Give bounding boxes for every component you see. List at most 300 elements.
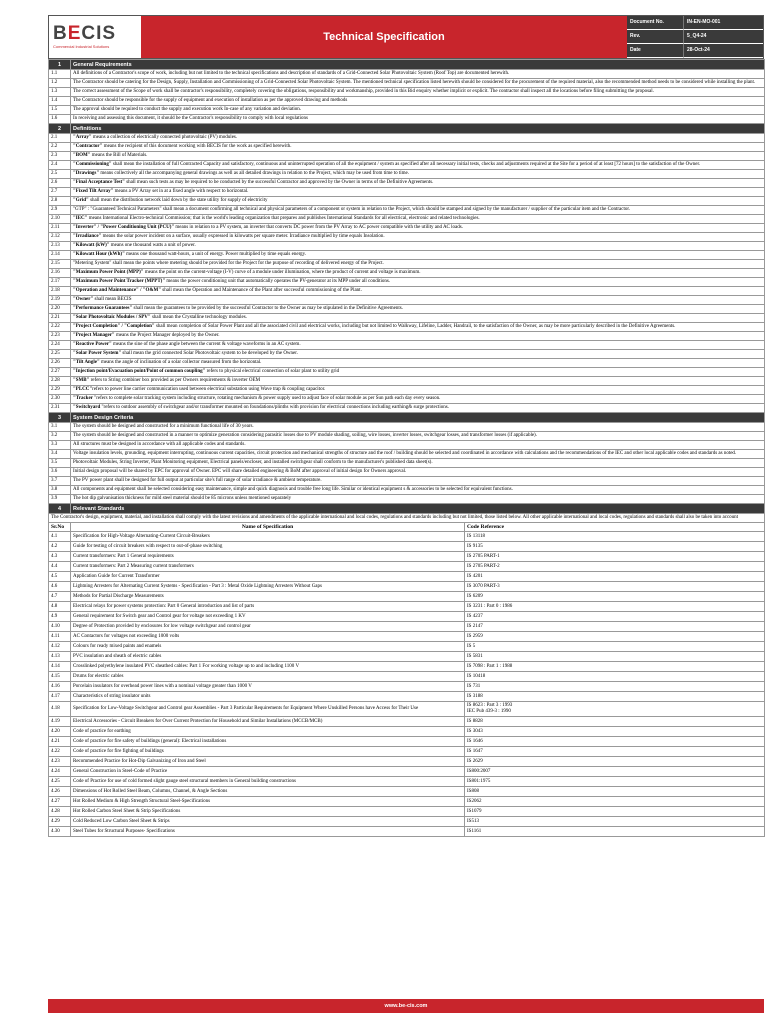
clause-row	[49, 350, 765, 359]
clause-body: shall mean the grid connected Solar Photovoltaic system to be developed by the Owner.	[121, 351, 298, 356]
standard-code: IS 2629	[465, 757, 765, 767]
clause-body: refers to power line carrier communication used between electrical substation using Wave trap & coupling capacitor.	[92, 387, 326, 392]
clause-number: 3.8	[49, 486, 71, 495]
clause-row	[49, 79, 765, 88]
clause-body: The system should be designed and constructed for a minimum functional life of 30 years.	[73, 424, 254, 429]
standard-name: Electrical relays for power systems protection: Part 0 General introduction and list of parts	[71, 602, 465, 612]
clause-body: shall mean completion of Solar Power Plant and all the associated civil and electrical works, including but not limited to Walkway, Lifeline, Ladder, Handrail, to the satisfaction of the Owner, as may be more particularly described in the Definitive Agreements.	[154, 324, 676, 329]
standard-number: 4.25	[49, 777, 71, 787]
clause-text	[71, 197, 765, 206]
clause-row	[49, 278, 765, 287]
section-number: 4	[49, 504, 71, 514]
term: "Kilowatt Hour (kWh)"	[73, 252, 125, 257]
clause-body: All components and equipment shall be selected considering easy maintenance, simple and quick diagnosis and trouble free long life. Similar or identical equipment s & accessories to be selected for equivalent functions.	[73, 487, 513, 492]
clause-row	[49, 179, 765, 188]
clause-body: means a PV Array set in at a fixed angle with respect to horizontal.	[113, 189, 249, 194]
section-header	[49, 504, 765, 514]
clause-number: 2.24	[49, 341, 71, 350]
clause-number: 3.5	[49, 459, 71, 468]
standard-name: Hot Rolled Carbon Steel Sheet & Strip Specifications	[71, 807, 465, 817]
meta-key: Rev.	[627, 30, 683, 44]
clause-body: shall mean the Crystalline technology modules.	[150, 315, 247, 320]
clause-row	[49, 233, 765, 242]
standard-code: IS 4201	[465, 572, 765, 582]
clause-text	[71, 404, 765, 413]
standard-row	[49, 777, 765, 787]
standard-number: 4.10	[49, 622, 71, 632]
clause-text	[71, 233, 765, 242]
standard-row	[49, 747, 765, 757]
standard-number: 4.27	[49, 797, 71, 807]
col-code-ref: Code Reference	[465, 523, 765, 532]
standard-name: Code of practice for fire safety of buildings (general): Electrical installations	[71, 737, 465, 747]
clause-text	[71, 486, 765, 495]
clause-number: 3.3	[49, 441, 71, 450]
standard-name: Lightning Arresters for Alternating Current Systems - Specification - Part 3 : Metal Oxide Lightning Arresters Without Gaps	[71, 582, 465, 592]
clause-number: 1.2	[49, 79, 71, 88]
clause-number: 2.20	[49, 305, 71, 314]
clause-number: 1.3	[49, 88, 71, 97]
standard-code: IS808	[465, 787, 765, 797]
term: "Project Manager"	[73, 333, 115, 338]
clause-body: means the solar power incident on a surface, usually expressed in kilowatts per square meter. Irradiance multiplied by time equals Insolation.	[101, 234, 385, 239]
term: "Drawings"	[73, 171, 100, 176]
clause-row	[49, 377, 765, 386]
standard-row	[49, 652, 765, 662]
clause-text	[71, 350, 765, 359]
term: "Maximum Power Point (MPP)"	[73, 270, 144, 275]
standard-code: IS 5831	[465, 652, 765, 662]
standard-code: IS 8623 : Part 3 : 1993 IEC Pub 439-3 : 1990	[465, 702, 765, 717]
standard-code: IS 7098 : Part 1 : 1988	[465, 662, 765, 672]
section-title: General Requirements	[71, 60, 765, 70]
term: "BOM"	[73, 153, 91, 158]
standard-number: 4.13	[49, 652, 71, 662]
standard-name: Cold Reduced Low Carbon Steel Sheet & Strips	[71, 817, 465, 827]
standard-number: 4.17	[49, 692, 71, 702]
term: "Switchyard	[73, 405, 101, 410]
clause-body: shall mean the Operation and Maintenance of the Plant after successful commissioning of the Plant.	[161, 288, 362, 293]
standard-code: IS1079	[465, 807, 765, 817]
clause-number: 2.7	[49, 188, 71, 197]
standard-number: 4.7	[49, 592, 71, 602]
logo-tagline: Commercial Industrial Solutions	[53, 44, 110, 49]
standard-number: 4.11	[49, 632, 71, 642]
standard-name: Electrical Accessories - Circuit Breakers for Over Current Protection for Household and Similar Installations (MCCB/MCB)	[71, 717, 465, 727]
clause-number: 2.3	[49, 152, 71, 161]
term: "Solar Power System"	[73, 351, 122, 356]
clause-body: means International Electro-technical Commission; that is the world's leading organization that prepares and publishes International Standards for all electrical, electronic and related technologies.	[87, 216, 480, 221]
clause-text	[71, 251, 765, 260]
clause-text	[71, 386, 765, 395]
term: "Grid"	[73, 198, 89, 203]
standard-code: IS 2147	[465, 622, 765, 632]
standard-row	[49, 767, 765, 777]
standards-intro	[49, 514, 765, 523]
standard-name: Characteristics of string insulator units	[71, 692, 465, 702]
clause-body: The hot dip galvanisation thickness for mild steel material should be 85 microns unless mentioned separately	[73, 496, 292, 501]
clause-row	[49, 106, 765, 115]
meta-key: Document No.	[627, 16, 683, 30]
clause-body: means collectively all the accompanying general drawings as well as all detailed drawings in relation to the Project, which may be used from time to time.	[99, 171, 410, 176]
standard-code: IS1161	[465, 827, 765, 837]
spec-table	[48, 59, 765, 837]
clause-number: 2.21	[49, 314, 71, 323]
clause-number: 2.8	[49, 197, 71, 206]
section-header	[49, 413, 765, 423]
clause-body: refers to physical electrical connection of solar plant to utility grid	[205, 369, 340, 374]
clause-row	[49, 188, 765, 197]
standard-row	[49, 787, 765, 797]
standard-row	[49, 572, 765, 582]
clause-row	[49, 143, 765, 152]
clause-number: 2.11	[49, 224, 71, 233]
clause-body: The PV power plant shall be designed for full output at particular site's full range of solar irradiance & ambient temperature.	[73, 478, 322, 483]
clause-number: 2.10	[49, 215, 71, 224]
clause-body: The correct assessment of the Scope of work shall be contractor's responsibility, completely covering the obligations, responsibility and workmanship, provided in this Bid enquiry whether implicit or explicit. The contractor shall inspect all the locations before filing submitting the proposal.	[73, 89, 654, 94]
clause-text	[71, 224, 765, 233]
standard-number: 4.30	[49, 827, 71, 837]
standard-name: Specification for High-Voltage Alternating-Current Circuit-Breakers	[71, 532, 465, 542]
clause-text	[71, 106, 765, 115]
document-meta	[627, 16, 763, 58]
meta-row	[627, 16, 763, 30]
standard-code: IS 8828	[465, 717, 765, 727]
standard-row	[49, 727, 765, 737]
standard-code: IS 2705 PART-1	[465, 552, 765, 562]
clause-row	[49, 305, 765, 314]
standard-number: 4.12	[49, 642, 71, 652]
clause-number: 3.1	[49, 423, 71, 432]
clause-row	[49, 441, 765, 450]
clause-row	[49, 495, 765, 504]
clause-body: All definitions of a Contractor's scope of work, including but not limited to the technical specifications and description of standards of a Grid-Connected Solar Photovoltaic System (Roof Top) are documented herewith.	[73, 71, 510, 76]
standard-row	[49, 757, 765, 767]
clause-row	[49, 323, 765, 332]
clause-row	[49, 88, 765, 97]
clause-number: 3.4	[49, 450, 71, 459]
standard-number: 4.3	[49, 552, 71, 562]
clause-row	[49, 269, 765, 278]
clause-number: 2.26	[49, 359, 71, 368]
standard-name: Current transformers: Part 1 General requirements	[71, 552, 465, 562]
section-number: 3	[49, 413, 71, 423]
clause-body: shall mean BECIS	[93, 297, 132, 302]
clause-text	[71, 287, 765, 296]
standard-name: Current transformers: Part 2 Measuring current transformers	[71, 562, 465, 572]
clause-row	[49, 242, 765, 251]
clause-body: means the point on the current-voltage (I-V) curve of a module under illumination, where the product of current and voltage is maximum.	[143, 270, 421, 275]
clause-text	[71, 206, 765, 215]
standard-row	[49, 612, 765, 622]
clause-text	[71, 215, 765, 224]
standard-code: IS2062	[465, 797, 765, 807]
clause-body: shall mean the installation of full Contracted Capacity and satisfactory, continuous and uninterrupted operation of all the equipment / system as specified after all necessary initial tests, checks and adjustments required at the Site for a period of at least [72 hours] to the satisfaction of the Owner.	[111, 162, 701, 167]
standard-code: IS 3231 : Part 0 : 1986	[465, 602, 765, 612]
standard-code: IS 5	[465, 642, 765, 652]
clause-body: The system should be designed and constructed in a manner to optimize generation considering parasitic losses due to PV module shading, soiling, wire losses, inverter losses, switchgear losses, and transformer losses (if applicable).	[73, 433, 537, 438]
clause-row	[49, 486, 765, 495]
clause-body: All structures must be designed in accordance with all applicable codes and standards.	[73, 442, 246, 447]
clause-text	[71, 242, 765, 251]
clause-number: 2.27	[49, 368, 71, 377]
section-number: 1	[49, 60, 71, 70]
standard-code: IS513	[465, 817, 765, 827]
term: "Commissioning"	[73, 162, 112, 167]
standard-number: 4.23	[49, 757, 71, 767]
clause-text	[71, 441, 765, 450]
clause-row	[49, 287, 765, 296]
clause-text	[71, 359, 765, 368]
standard-row	[49, 542, 765, 552]
standard-code: IS 10418	[465, 672, 765, 682]
standard-name: PVC insulation and sheath of electric cables	[71, 652, 465, 662]
clause-number: 2.29	[49, 386, 71, 395]
clause-row	[49, 97, 765, 106]
meta-value: IN-EN-MO-001	[683, 16, 763, 30]
standard-name: Guide for testing of circuit breakers with respect to out-of-phase switching	[71, 542, 465, 552]
term: "Solar Photovoltaic Modules / SPV"	[73, 315, 151, 320]
clause-number: 2.1	[49, 134, 71, 143]
clause-number: 2.13	[49, 242, 71, 251]
clause-text	[71, 260, 765, 269]
standard-name: Hot Rolled Medium & High Strength Structural Steel-Specifications	[71, 797, 465, 807]
clause-row	[49, 359, 765, 368]
clause-body: The approval should be required to conduct the supply and execution work In-case of any variation and deviation.	[73, 107, 301, 112]
clause-body: The Contractor should be catering for the Design, Supply, Installation and Commissioning of a Grid-Connected Solar Photovoltaic System. The mentioned technical specification listed herewith should be considered for the procurement of the required material, also the recommended method needs to be considered while installing the plant.	[73, 80, 756, 85]
standard-name: General requirement for Switch gear and Control gear for voltage not exceeding 1 KV	[71, 612, 465, 622]
standard-name: Application Guide for Current Transformer	[71, 572, 465, 582]
clause-row	[49, 161, 765, 170]
clause-body: Voltage insulation levels, grounding, equipment interrupting, continuous current capacities, circuit protection and mechanical strengths of structure and the roof / building should be selected and coordinated in accordance with calculations and the recommendations of the IEC and other local applicable codes and standards as noted.	[73, 451, 737, 456]
clause-number: 3.7	[49, 477, 71, 486]
standard-name: Recommended Practice for Hot-Dip Galvanizing of Iron and Steel	[71, 757, 465, 767]
clause-number: 2.22	[49, 323, 71, 332]
meta-value: 28-Oct-24	[683, 44, 763, 58]
clause-text	[71, 377, 765, 386]
standard-row	[49, 562, 765, 572]
standard-name: Code of practice for fire fighting of buildings	[71, 747, 465, 757]
term: "Final Acceptance Test"	[73, 180, 125, 185]
clause-body: "refers to outdoor assembly of switchgear and/or transformer mounted on foundations/plinths with provision for electrical connections including earthing& surge protections.	[100, 405, 449, 410]
clause-text	[71, 450, 765, 459]
standard-code: IS 731	[465, 682, 765, 692]
clause-number: 1.4	[49, 97, 71, 106]
clause-text	[71, 341, 765, 350]
standard-row	[49, 817, 765, 827]
term: "Owner"	[73, 297, 94, 302]
clause-text	[71, 305, 765, 314]
standard-code: IS 9135	[465, 542, 765, 552]
standard-name: Degree of Protection provided by enclosures for low voltage switchgear and control gear	[71, 622, 465, 632]
standard-number: 4.6	[49, 582, 71, 592]
standard-code: IS801:1975	[465, 777, 765, 787]
col-sr-no: Sr.No	[49, 523, 71, 532]
standard-number: 4.8	[49, 602, 71, 612]
clause-text	[71, 152, 765, 161]
term: "Tilt Angle"	[73, 360, 100, 365]
clause-number: 2.12	[49, 233, 71, 242]
standard-name: Dimensions of Hot Rolled Steel Beam, Columns, Channel, & Angle Sections	[71, 787, 465, 797]
clause-body: "refers to complete solar tracking system including structure, rotating mechanism & power supply used to adjust face of solar module as per Sun path each day every season.	[92, 396, 441, 401]
footer-url[interactable]: www.be-cis.com	[48, 999, 764, 1013]
col-spec-name: Name of Specification	[71, 523, 465, 532]
clause-body: "Metering System" shall mean the points where metering should be provided for the Project for the purpose of recording of delivered energy of the Project.	[73, 261, 384, 266]
clause-number: 3.9	[49, 495, 71, 504]
standard-code: IS 3070 PART-3	[465, 582, 765, 592]
clause-text	[71, 368, 765, 377]
clause-body: Photovoltaic Modules, String Inverter, Plant Monitoring equipment, Electrical panels/encloser, and installed switchgear shall conform to the manufacturer's published data sheet(s).	[73, 460, 433, 465]
clause-body: The Contractor should be responsible for the supply of equipment and execution of installation as per the approved drawing and methods	[73, 98, 348, 103]
standard-name: Drums for electric cables	[71, 672, 465, 682]
clause-body: means the sine of the phase angle between the current & voltage waveforms in an AC system.	[111, 342, 301, 347]
standard-number: 4.29	[49, 817, 71, 827]
clause-number: 3.2	[49, 432, 71, 441]
section-title: System Design Criteria	[71, 413, 765, 423]
clause-body: means one thousand watt-hours, a unit of energy. Power multiplied by time equals energy.	[124, 252, 307, 257]
standard-name: Specification for Low-Voltage Switchgear and Control gear Assemblies - Part 3 Particular Requirements for Equipment Where Unskilled Persons have Access for Their Use	[71, 702, 465, 717]
term: "Performance Guarantees"	[73, 306, 133, 311]
standard-number: 4.1	[49, 532, 71, 542]
clause-row	[49, 170, 765, 179]
standard-row	[49, 632, 765, 642]
clause-row	[49, 197, 765, 206]
standard-row	[49, 592, 765, 602]
clause-number: 2.19	[49, 296, 71, 305]
standard-number: 4.28	[49, 807, 71, 817]
term: "Injection point/Evacuation point/Point of common coupling"	[73, 369, 206, 374]
term: "Reactive Power"	[73, 342, 112, 347]
standard-row	[49, 807, 765, 817]
clause-number: 2.30	[49, 395, 71, 404]
clause-row	[49, 468, 765, 477]
clause-text	[71, 188, 765, 197]
intro-text: The Contractor's design, equipment, material, and installation shall comply with the latest revisions and amendments of the applicable international and local codes, regulations and standards including but not limited, those listed below. All other applicable international and local codes, regulations and standards shall also be taken into account	[49, 514, 765, 523]
standard-row	[49, 682, 765, 692]
clause-text	[71, 395, 765, 404]
clause-text	[71, 323, 765, 332]
standard-row	[49, 602, 765, 612]
clause-body: "GTP" : "Guaranteed Technical Parameters" shall mean a document confirming all technical and physical parameters of a component or system in relation to the Project, which should be stamped and signed by the manufacturer / supplier of the particular item and the Contractor.	[73, 207, 630, 212]
section-number: 2	[49, 124, 71, 134]
clause-row	[49, 332, 765, 341]
standard-row	[49, 797, 765, 807]
standard-row	[49, 737, 765, 747]
clause-number: 2.28	[49, 377, 71, 386]
clause-body: means the Project Manager deployed by the Owner.	[114, 333, 220, 338]
standard-row	[49, 622, 765, 632]
clause-number: 1.6	[49, 115, 71, 124]
term: "Project Completion" / "Completion"	[73, 324, 155, 329]
standard-code: IS800:2007	[465, 767, 765, 777]
clause-text	[71, 296, 765, 305]
clause-number: 2.25	[49, 350, 71, 359]
clause-row	[49, 134, 765, 143]
document-header	[48, 15, 764, 59]
document-page	[48, 15, 764, 837]
standard-name: Porcelain insulators for overhead power lines with a nominal voltage greater than 1000 V	[71, 682, 465, 692]
clause-row	[49, 477, 765, 486]
clause-number: 2.2	[49, 143, 71, 152]
clause-number: 2.18	[49, 287, 71, 296]
clause-row	[49, 404, 765, 413]
clause-row	[49, 296, 765, 305]
clause-text	[71, 179, 765, 188]
clause-row	[49, 386, 765, 395]
clause-number: 3.6	[49, 468, 71, 477]
logo-mark: BECIS	[53, 23, 117, 44]
clause-row	[49, 206, 765, 215]
clause-text	[71, 423, 765, 432]
standard-number: 4.22	[49, 747, 71, 757]
clause-text	[71, 88, 765, 97]
clause-row	[49, 432, 765, 441]
meta-value: 5_Q4-24	[683, 30, 763, 44]
standard-code: IS 13118	[465, 532, 765, 542]
clause-row	[49, 260, 765, 269]
clause-text	[71, 79, 765, 88]
section-header	[49, 60, 765, 70]
clause-row	[49, 459, 765, 468]
section-header	[49, 124, 765, 134]
clause-row	[49, 368, 765, 377]
clause-row	[49, 152, 765, 161]
section-title: Relevant Standards	[71, 504, 765, 514]
clause-body: means one thousand watts a unit of power.	[109, 243, 196, 248]
clause-text	[71, 468, 765, 477]
clause-number: 2.9	[49, 206, 71, 215]
term: "Fixed Tilt Array"	[73, 189, 114, 194]
standard-row	[49, 662, 765, 672]
term: "Irradiance"	[73, 234, 102, 239]
standard-number: 4.16	[49, 682, 71, 692]
standard-row	[49, 827, 765, 837]
clause-row	[49, 251, 765, 260]
clause-number: 2.15	[49, 260, 71, 269]
clause-row	[49, 70, 765, 79]
term: "Inverter" / "Power Conditioning Unit (PCU)"	[73, 225, 175, 230]
standard-row	[49, 702, 765, 717]
clause-body: means the recipient of this document working with BECIS for the work as specified herewith.	[102, 144, 292, 149]
standard-code: IS 1646	[465, 737, 765, 747]
term: "PLCC"	[73, 387, 93, 392]
clause-body: means in relation to a PV system, an inverter that converts DC power from the PV Array to AC power compatible with the utility and AC loads.	[174, 225, 463, 230]
standard-number: 4.5	[49, 572, 71, 582]
clause-row	[49, 395, 765, 404]
clause-text	[71, 161, 765, 170]
clause-text	[71, 432, 765, 441]
standard-row	[49, 692, 765, 702]
standard-name: Crosslinked polyethylene insulated PVC sheathed cables: Part 1 For working voltage up to and including 1100 V	[71, 662, 465, 672]
clause-body: means a collection of electrically connected photovoltaic (PV) modules.	[91, 135, 238, 140]
meta-row	[627, 30, 763, 44]
clause-body: means the Bill of Materials.	[90, 153, 148, 158]
standard-row	[49, 717, 765, 727]
clause-text	[71, 97, 765, 106]
term: "SMB"	[73, 378, 90, 383]
clause-body: In receiving and assessing this document, it should be the Contractor's responsibility to comply with local regulations	[73, 116, 308, 121]
term: "Array"	[73, 135, 92, 140]
clause-row	[49, 341, 765, 350]
standard-row	[49, 672, 765, 682]
meta-key: Date	[627, 44, 683, 58]
clause-text	[71, 143, 765, 152]
clause-number: 1.1	[49, 70, 71, 79]
standard-code: IS 2705 PART-2	[465, 562, 765, 572]
clause-text	[71, 115, 765, 124]
standard-number: 4.20	[49, 727, 71, 737]
term: "Tracker	[73, 396, 93, 401]
